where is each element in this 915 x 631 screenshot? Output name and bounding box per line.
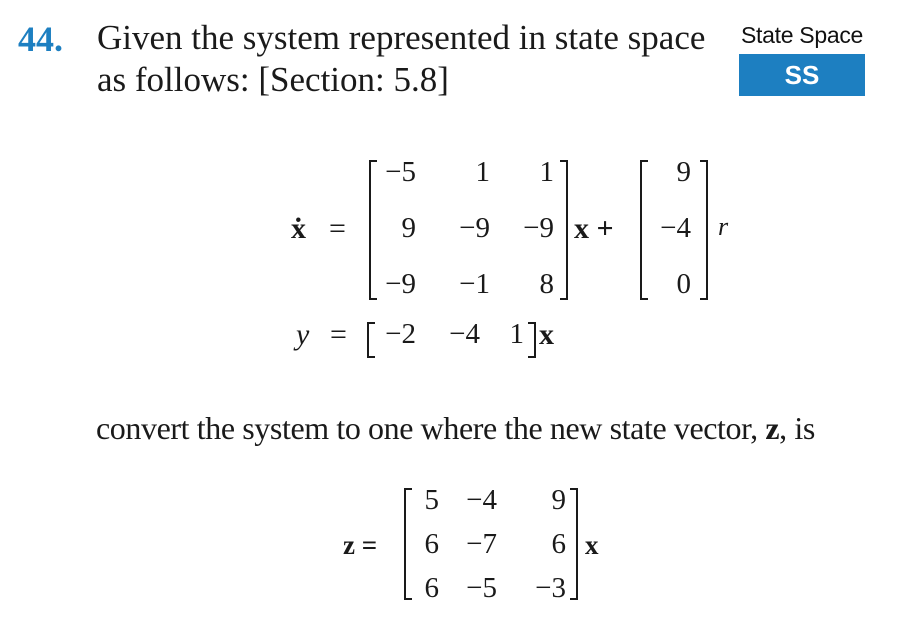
equals-sign: = <box>330 318 347 351</box>
matrix-a-cell: 1 <box>475 156 490 188</box>
matrix-p-cell: −5 <box>466 572 497 604</box>
matrix-c-right-bracket <box>528 322 536 358</box>
matrix-a-cell: −5 <box>385 156 416 188</box>
matrix-a-cell: 8 <box>539 268 554 300</box>
matrix-c-cell: −2 <box>385 318 416 350</box>
state-vector-x-plus: x + <box>574 212 614 245</box>
problem-statement-line-2: as follows: [Section: 5.8] <box>97 60 449 99</box>
z-equals-label: z = <box>343 530 378 560</box>
matrix-a-right-bracket <box>560 160 568 300</box>
problem-statement-line-1: Given the system represented in state space <box>97 18 706 57</box>
matrix-p-cell: 6 <box>424 572 439 604</box>
matrix-p-cell: 5 <box>424 484 439 516</box>
state-space-tag-label: State Space <box>741 22 864 48</box>
matrix-a-cell: −9 <box>459 212 490 244</box>
matrix-c-cell: 1 <box>509 318 524 350</box>
matrix-p-cell: −4 <box>466 484 497 516</box>
matrix-p-cell: 6 <box>551 528 566 560</box>
matrix-a-cell: −9 <box>523 212 554 244</box>
state-vector-x: x <box>539 318 554 351</box>
matrix-p-cell: −7 <box>466 528 497 560</box>
matrix-p-cell: 9 <box>551 484 566 516</box>
new-state-vector-z: z <box>765 410 780 446</box>
matrix-p-cell: 6 <box>424 528 439 560</box>
input-r: r <box>718 212 729 241</box>
vector-b-right-bracket <box>700 160 708 300</box>
problem-number: 44. <box>18 19 63 59</box>
state-space-tag-badge: SS <box>739 54 865 96</box>
matrix-p-right-bracket <box>570 488 578 600</box>
matrix-a-cell: −9 <box>385 268 416 300</box>
matrix-c-cell: −4 <box>449 318 480 350</box>
instruction-text-after: , is <box>779 410 815 446</box>
equals-sign: = <box>329 212 346 245</box>
instruction-text-before: convert the system to one where the new state vector, <box>96 410 766 446</box>
x-dot-symbol: ẋ <box>291 212 306 245</box>
output-y-symbol: y <box>296 318 310 351</box>
vector-b-cell: 0 <box>676 268 691 300</box>
vector-b-cell: 9 <box>676 156 691 188</box>
matrix-p-cell: −3 <box>535 572 566 604</box>
conversion-instruction <box>96 410 815 447</box>
matrix-a-cell: 1 <box>539 156 554 188</box>
matrix-a-cell: −1 <box>459 268 490 300</box>
matrix-a-cell: 9 <box>401 212 416 244</box>
state-vector-x: x <box>585 530 599 560</box>
vector-b-cell: −4 <box>660 212 691 244</box>
